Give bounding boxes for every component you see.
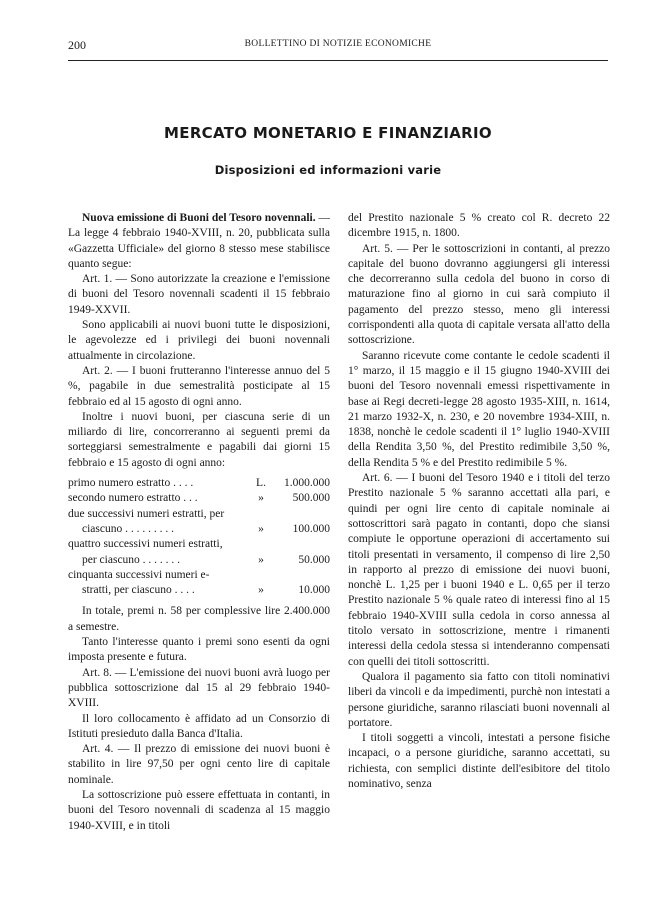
paragraph: Art. 8. — L'emissione dei nuovi buoni avrà luogo per pubblica sottoscrizione dal 15 al 29 febbraio 1940-XVIII. — [68, 666, 330, 710]
paragraph: Art. 5. — Per le sottoscrizioni in contanti, al prezzo capitale del buono dovranno aggiungersi gli interessi che decorreranno sulla cedola del buono in corso di maturazione fino al giorno in cui sarà compiuto il pagamento del prezzo stesso, meno gli interessi corrispondenti alla quota di capitale versata all'atto della sottoscrizione. — [348, 242, 610, 347]
prize-amount: 100.000 — [292, 522, 330, 535]
running-title: BOLLETTINO DI NOTIZIE ECONOMICHE — [244, 39, 432, 49]
right-column — [348, 211, 610, 792]
prize-row — [68, 476, 330, 491]
paragraph: In totale, premi n. 58 per complessive lire 2.400.000 a semestre. — [68, 605, 330, 633]
prize-symbol: » — [258, 522, 264, 535]
prize-label: stratti, per ciascuno . . . . — [82, 584, 195, 597]
prize-row — [68, 583, 330, 598]
prize-amount: 50.000 — [298, 553, 330, 566]
prize-symbol: » — [258, 553, 264, 566]
prize-label: ciascuno . . . . . . . . . — [82, 522, 174, 535]
paragraph: del Prestito nazionale 5 % creato col R. decreto 22 dicembre 1915, n. 1800. — [348, 212, 610, 240]
paragraph: Qualora il pagamento sia fatto con titoli nominativi liberi da vincoli e da impedimenti, purchè non intestati a persone giuridiche, saranno rilasciati buoni novennali al portatore. — [348, 670, 610, 729]
paragraph: Saranno ricevute come contante le cedole scadenti il 1° marzo, il 15 maggio e il 15 giugno 1940-XVIII dei buoni del Tesoro novennali emessi rispettivamente in base ai Regi decreti-legge 28 agosto 1935-XIII, n. 1614, 21 marzo 1932-X, n. 230, e 20 novembre 1934-XIII, n. 1838, nonchè le cedole scadenti il 1° luglio 1940-XVIII della Rendita 3,50 %, del Prestito redimibile 3,50 %, della Rendita 5 % e del Prestito redimibile 5 %. — [348, 349, 610, 469]
prize-label: secondo numero estratto . . . — [68, 492, 198, 505]
prize-label: primo numero estratto . . . . — [68, 477, 194, 490]
paragraph — [68, 211, 330, 272]
paragraph: La sottoscrizione può essere effettuata in contanti, in buoni del Tesoro novennali di scadenza al 15 maggio 1940-XVIII, e in titoli — [68, 788, 330, 832]
prize-amount: 500.000 — [292, 492, 330, 505]
prize-list — [68, 476, 330, 598]
section-title: MERCATO MONETARIO E FINANZIARIO — [164, 124, 492, 142]
left-column — [68, 211, 330, 834]
header-rule — [68, 60, 608, 61]
prize-amount: 1.000.000 — [284, 477, 330, 490]
paragraph: Tanto l'interesse quanto i premi sono esenti da ogni imposta presente e futura. — [68, 636, 330, 664]
page-header — [68, 38, 608, 54]
prize-symbol: L. — [256, 477, 266, 490]
article-intro: — La legge 4 febbraio 1940-XVIII, n. 20, pubblicata sulla «Gazzetta Ufficiale» del giorno 8 stesso mese stabilisce quanto segue: — [68, 212, 331, 270]
prize-symbol: » — [258, 492, 264, 505]
prize-row — [68, 553, 330, 568]
paragraph: Inoltre i nuovi buoni, per ciascuna serie di un miliardo di lire, concorreranno ai seguenti premi da sorteggiarsi semestralmente e pagabili dai giorni 15 febbraio e 15 agosto di ogni anno: — [68, 410, 330, 469]
article-heading: Nuova emissione di Buoni del Tesoro novennali. — [82, 212, 316, 224]
prize-label: cinquanta successivi numeri e- — [68, 568, 210, 581]
paragraph: Art. 2. — I buoni frutteranno l'interesse annuo del 5 %, pagabile in due semestralità posticipate al 15 febbraio ed al 15 agosto di ogni anno. — [68, 364, 330, 408]
prize-row — [68, 537, 330, 552]
prize-amount: 10.000 — [298, 584, 330, 597]
prize-row — [68, 522, 330, 537]
paragraph: Art. 4. — Il prezzo di emissione dei nuovi buoni è stabilito in lire 97,50 per ogni cento lire di capitale nominale. — [68, 743, 330, 786]
prize-row — [68, 568, 330, 583]
paragraph: Art. 6. — I buoni del Tesoro 1940 e i titoli del terzo Prestito nazionale 5 % saranno accettati alla pari, e quindi per ogni lire cento di capitale nominale ai sottoscrittori sarà pagato in contanti, dopo che siansi compiute le opportune operazioni di accertamento sui titoli presentati in versamento, il compenso di lire 2,50 in rapporto al prezzo di emissione dei nuovi buoni, nonchè L. 1,25 per i buoni 1940 e L. 0,65 per il terzo Prestito nazionale 5 % quale rateo di interessi fino al 15 febbraio 1940-XVIII sulla cedola in corso annessa al titolo versato in sottoscrizione, mentre i rimanenti interessi della cedola stessa si intenderanno compensati con quelli dei titoli sottoscritti. — [348, 472, 610, 668]
prize-label: per ciascuno . . . . . . . — [82, 553, 181, 566]
prize-row — [68, 491, 330, 506]
paragraph: I titoli soggetti a vincoli, intestati a persone fisiche incapaci, o a persone giuridiche, saranno accettati, su richiesta, con semplici distinte dell'esibitore del titolo nominativo, senza — [348, 732, 610, 790]
section-subtitle: Disposizioni ed informazioni varie — [214, 163, 442, 177]
paragraph: Art. 1. — Sono autorizzate la creazione e l'emissione di buoni del Tesoro novennali scadenti il 15 febbraio 1949-XXVII. — [68, 273, 330, 316]
paragraph: Il loro collocamento è affidato ad un Consorzio di Istituti presieduto dalla Banca d'Italia. — [68, 712, 330, 740]
prize-symbol: » — [258, 584, 264, 597]
page-number: 200 — [68, 38, 86, 52]
paragraph: Sono applicabili ai nuovi buoni tutte le disposizioni, le agevolezze ed i privilegi dei buoni novennali attualmente in circolazione. — [68, 319, 330, 362]
prize-label: due successivi numeri estratti, per — [68, 507, 225, 520]
prize-row — [68, 507, 330, 522]
prize-label: quattro successivi numeri estratti, — [68, 538, 223, 551]
